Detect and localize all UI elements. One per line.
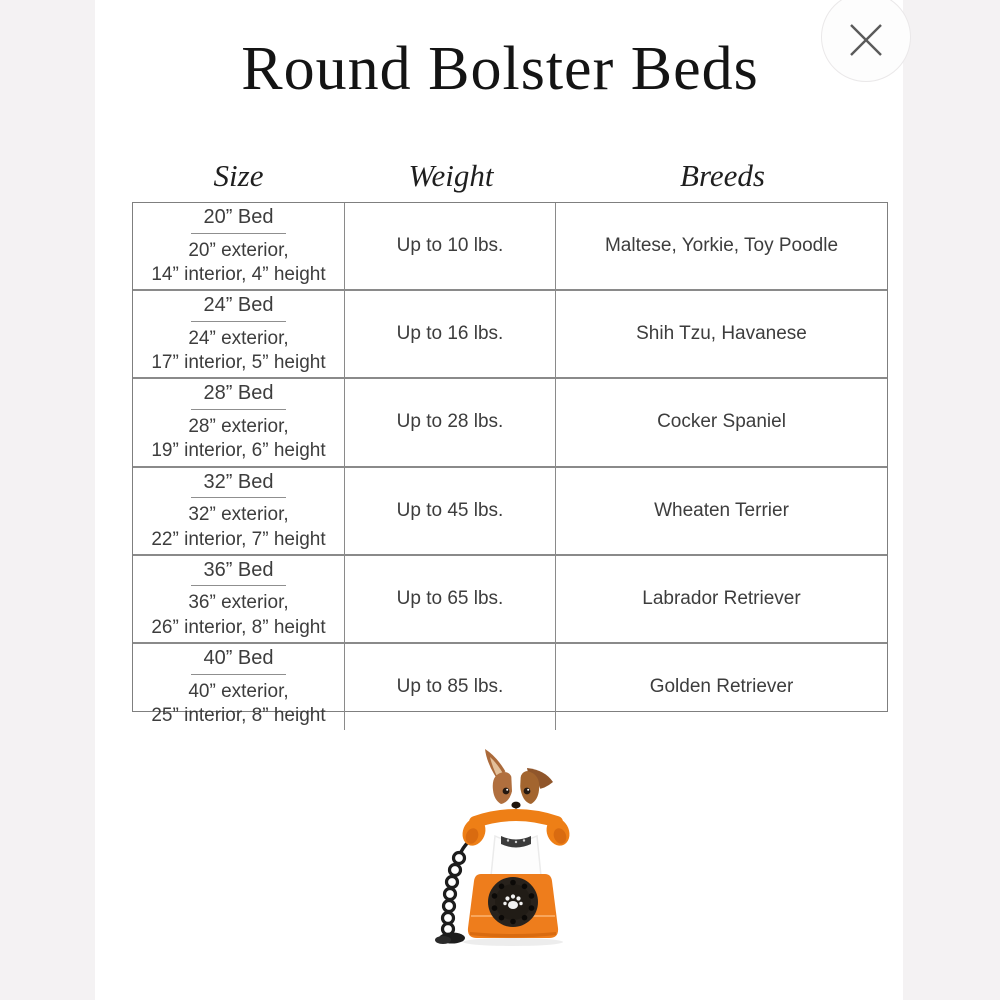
column-header-breeds: Breeds [680, 158, 765, 193]
breeds-cell: Golden Retriever [649, 676, 794, 698]
size-detail: 28” exterior, [188, 416, 289, 438]
dog-telephone-image [421, 746, 586, 951]
size-detail: 40” exterior, [188, 680, 289, 702]
size-detail: 17” interior, 5” height [151, 352, 326, 374]
size-cell [133, 379, 345, 467]
size-chart-table [132, 202, 888, 726]
size-detail: 26” interior, 8” height [151, 616, 326, 638]
breeds-cell: Labrador Retriever [556, 556, 887, 644]
breeds-cell: Wheaten Terrier [556, 468, 887, 556]
size-name: 20” Bed [191, 205, 285, 234]
table-column-headers [132, 146, 888, 196]
size-detail: 32” exterior, [188, 504, 289, 526]
size-detail: 20” exterior, [188, 239, 289, 261]
size-cell [133, 291, 345, 379]
breeds-cell: Cocker Spaniel [556, 379, 887, 467]
size-name: 24” Bed [191, 293, 285, 322]
modal-title: Round Bolster Beds [241, 35, 759, 103]
size-name: 40” Bed [191, 646, 285, 675]
size-detail: 24” exterior, [188, 327, 289, 349]
weight-cell: Up to 45 lbs. [345, 468, 556, 556]
size-cell [133, 644, 345, 730]
size-detail: 25” interior, 8” height [151, 705, 326, 726]
breeds-cell: Shih Tzu, Havanese [556, 291, 887, 379]
breeds-cell: Maltese, Yorkie, Toy Poodle [556, 203, 887, 291]
size-name: 32” Bed [191, 470, 285, 499]
size-name: 36” Bed [191, 558, 285, 587]
size-detail: 36” exterior, [188, 592, 289, 614]
size-detail: 19” interior, 6” height [151, 440, 326, 462]
size-cell [133, 556, 345, 644]
size-detail: 22” interior, 7” height [151, 528, 326, 550]
column-header-weight: Weight [408, 158, 494, 193]
weight-cell: Up to 28 lbs. [345, 379, 556, 467]
size-cell [133, 468, 345, 556]
size-name: 28” Bed [191, 381, 285, 410]
weight-cell: Up to 85 lbs. [345, 644, 556, 730]
close-icon [847, 21, 885, 59]
weight-cell: Up to 16 lbs. [345, 291, 556, 379]
weight-cell: Up to 10 lbs. [345, 203, 556, 291]
size-detail: 14” interior, 4” height [151, 263, 326, 285]
size-cell [133, 203, 345, 291]
column-header-size: Size [213, 158, 264, 193]
weight-cell: Up to 65 lbs. [345, 556, 556, 644]
